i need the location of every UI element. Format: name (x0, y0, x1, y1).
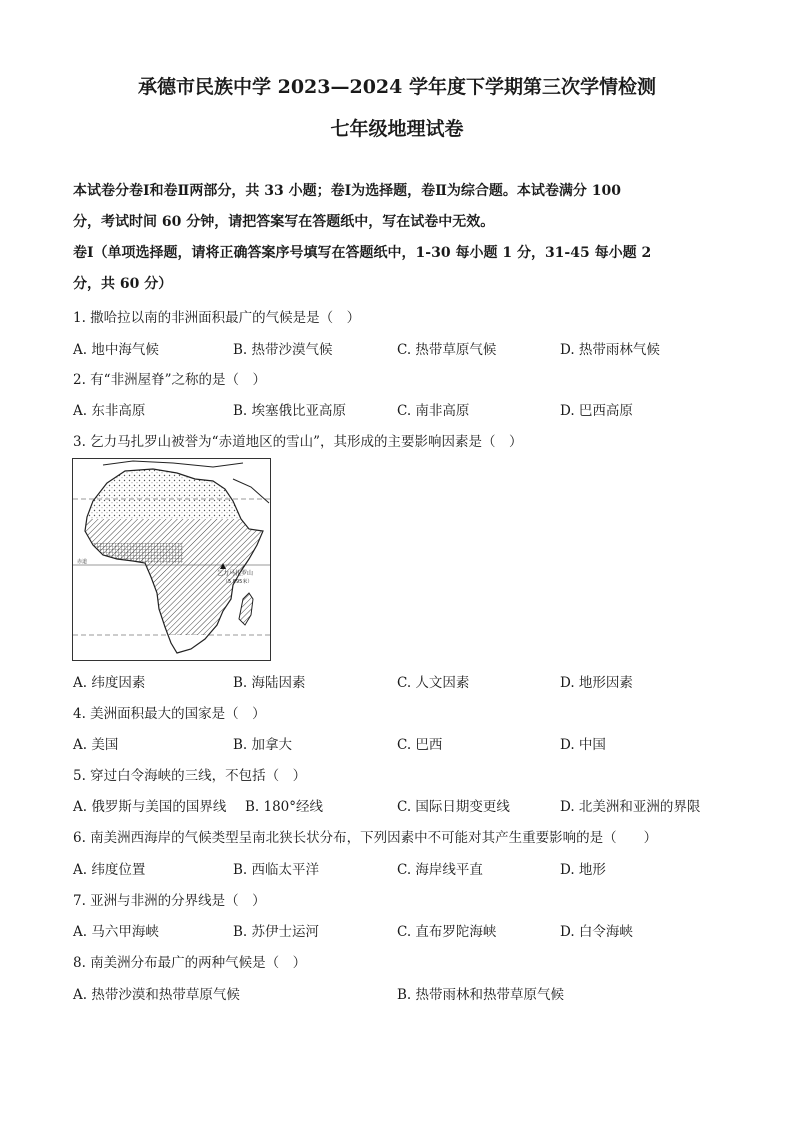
question-1-option-d[interactable]: D. 热带雨林气候 (560, 342, 660, 358)
question-1-stem: 1. 撒哈拉以南的非洲面积最广的气候是是（ ） (73, 310, 361, 326)
europe-coast (103, 461, 243, 467)
question-6-option-a[interactable]: A. 纬度位置 (73, 862, 146, 878)
question-8-stem: 8. 南美洲分布最广的两种气候是（ ） (73, 955, 307, 971)
question-7-option-a[interactable]: A. 马六甲海峡 (73, 924, 159, 940)
southern-zone (73, 635, 271, 661)
question-7-stem: 7. 亚洲与非洲的分界线是（ ） (73, 893, 266, 909)
instructions-line-2: 分，考试时间 60 分钟，请把答案写在答题纸中，写在试卷中无效。 (73, 214, 495, 230)
page-title: 承德市民族中学 2023—2024 学年度下学期第三次学情检测 (138, 76, 656, 98)
kilimanjaro-label: 乞力马扎罗山 (217, 570, 254, 577)
question-2-option-b[interactable]: B. 埃塞俄比亚高原 (233, 403, 347, 419)
question-3-option-c[interactable]: C. 人文因素 (397, 675, 470, 691)
question-7-option-d[interactable]: D. 白令海峡 (560, 924, 633, 940)
question-5-option-d[interactable]: D. 北美洲和亚洲的界限 (560, 799, 701, 815)
question-5-stem: 5. 穿过白令海峡的三线，不包括（ ） (73, 768, 307, 784)
page-subtitle: 七年级地理试卷 (330, 118, 464, 140)
section-1-line-1: 卷Ⅰ（单项选择题，请将正确答案序号填写在答题纸中，1-30 每小题 1 分，31-45 每小题 2 (73, 245, 652, 261)
question-4-option-d[interactable]: D. 中国 (560, 737, 606, 753)
question-7-option-b[interactable]: B. 苏伊士运河 (233, 924, 320, 940)
question-4-option-b[interactable]: B. 加拿大 (233, 737, 293, 753)
question-5-option-a[interactable]: A. 俄罗斯与美国的国界线 (73, 799, 227, 815)
instructions-line-1: 本试卷分卷Ⅰ和卷Ⅱ两部分，共 33 小题；卷Ⅰ为选择题，卷Ⅱ为综合题。本试卷满分 100 (73, 183, 622, 199)
question-3-option-d[interactable]: D. 地形因素 (560, 675, 633, 691)
question-4-option-c[interactable]: C. 巴西 (397, 737, 443, 753)
question-1-option-a[interactable]: A. 地中海气候 (73, 342, 159, 358)
africa-map (72, 458, 271, 661)
madagascar-outline (239, 593, 253, 625)
equator-label: 赤道 (77, 559, 88, 565)
question-2-option-a[interactable]: A. 东非高原 (73, 403, 146, 419)
question-3-option-a[interactable]: A. 纬度因素 (73, 675, 146, 691)
arabia-coast (233, 479, 269, 503)
question-2-option-d[interactable]: D. 巴西高原 (560, 403, 633, 419)
question-4-stem: 4. 美洲面积最大的国家是（ ） (73, 706, 266, 722)
question-2-option-c[interactable]: C. 南非高原 (397, 403, 470, 419)
question-2-stem: 2. 有“非洲屋脊”之称的是（ ） (73, 372, 266, 388)
question-1-option-b[interactable]: B. 热带沙漠气候 (233, 342, 333, 358)
question-3-stem: 3. 乞力马扎罗山被誉为“赤道地区的雪山”，其形成的主要影响因素是（ ） (73, 434, 523, 450)
question-5-option-b[interactable]: B. 180°经线 (245, 799, 324, 815)
section-1-line-2: 分，共 60 分） (73, 276, 173, 292)
kilimanjaro-height-label: （5 895米） (223, 579, 253, 585)
question-7-option-c[interactable]: C. 直布罗陀海峡 (397, 924, 497, 940)
question-6-option-d[interactable]: D. 地形 (560, 862, 606, 878)
question-8-option-a[interactable]: A. 热带沙漠和热带草原气候 (73, 987, 240, 1003)
question-6-option-c[interactable]: C. 海岸线平直 (397, 862, 483, 878)
question-4-option-a[interactable]: A. 美国 (73, 737, 119, 753)
question-8-option-b[interactable]: B. 热带雨林和热带草原气候 (397, 987, 565, 1003)
question-6-stem: 6. 南美洲西海岸的气候类型呈南北狭长状分布，下列因素中不可能对其产生重要影响的是（ ） (73, 830, 658, 846)
question-6-option-b[interactable]: B. 西临太平洋 (233, 862, 320, 878)
question-1-option-c[interactable]: C. 热带草原气候 (397, 342, 497, 358)
rainforest-zone (93, 543, 183, 563)
question-3-option-b[interactable]: B. 海陆因素 (233, 675, 306, 691)
africa-map-graphic (73, 459, 271, 661)
question-5-option-c[interactable]: C. 国际日期变更线 (397, 799, 510, 815)
